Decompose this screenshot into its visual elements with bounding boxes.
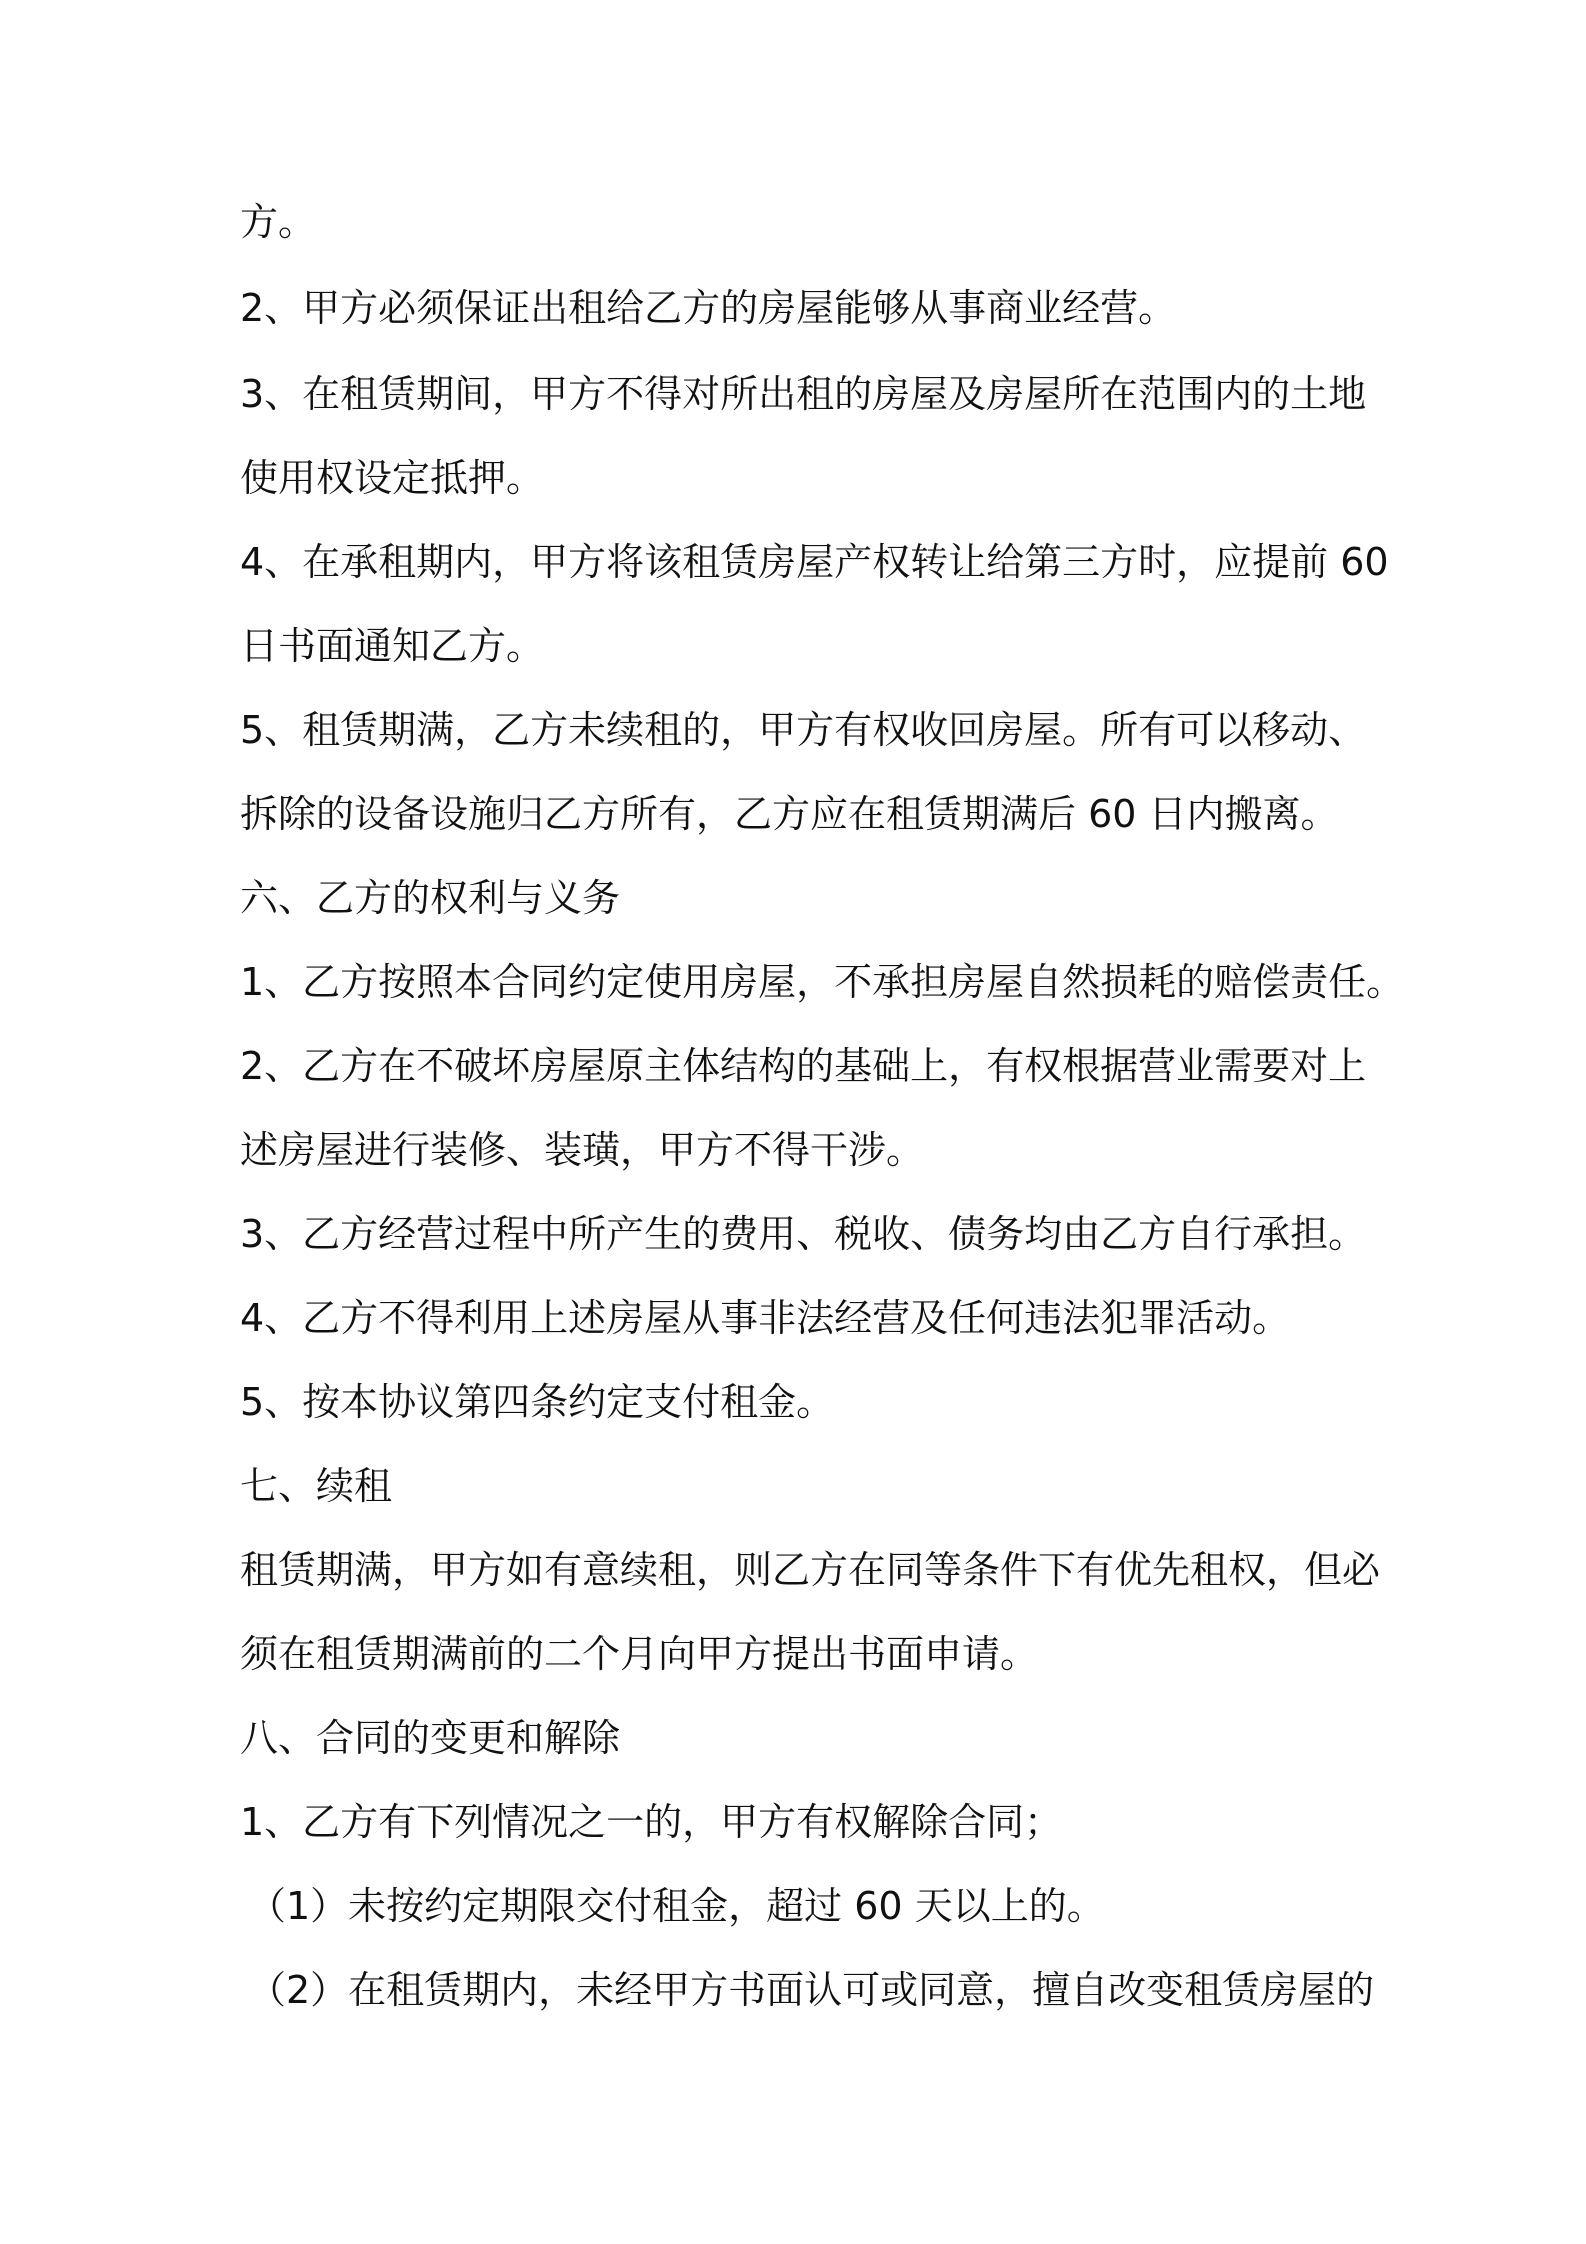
text-line: 5、租赁期满，乙方未续租的，甲方有权收回房屋。所有可以移动、 bbox=[240, 708, 1367, 752]
text-line: （1）未按约定期限交付租金，超过 60 天以上的。 bbox=[248, 1884, 1105, 1928]
text-line: 租赁期满，甲方如有意续租，则乙方在同等条件下有优先租权，但必 bbox=[240, 1548, 1381, 1592]
text-line: （2）在租赁期内，未经甲方书面认可或同意，擅自改变租赁房屋的 bbox=[248, 1968, 1375, 2012]
text-line: 2、甲方必须保证出租给乙方的房屋能够从事商业经营。 bbox=[240, 286, 1177, 330]
text-line: 述房屋进行装修、装璜，甲方不得干涉。 bbox=[240, 1128, 925, 1172]
section-heading: 八、合同的变更和解除 bbox=[240, 1716, 621, 1760]
text-line: 1、乙方有下列情况之一的，甲方有权解除合同； bbox=[240, 1800, 1063, 1844]
text-line: 3、乙方经营过程中所产生的费用、税收、债务均由乙方自行承担。 bbox=[240, 1212, 1367, 1256]
text-line: 4、在承租期内，甲方将该租赁房屋产权转让给第三方时，应提前 60 bbox=[240, 540, 1389, 584]
text-line: 日书面通知乙方。 bbox=[240, 624, 545, 668]
text-line: 4、乙方不得利用上述房屋从事非法经营及任何违法犯罪活动。 bbox=[240, 1296, 1291, 1340]
text-line: 1、乙方按照本合同约定使用房屋，不承担房屋自然损耗的赔偿责任。 bbox=[240, 960, 1405, 1004]
section-heading: 六、乙方的权利与义务 bbox=[240, 876, 621, 920]
text-line: 2、乙方在不破坏房屋原主体结构的基础上，有权根据营业需要对上 bbox=[240, 1044, 1367, 1088]
section-heading: 七、续租 bbox=[240, 1464, 393, 1508]
text-line: 须在租赁期满前的二个月向甲方提出书面申请。 bbox=[240, 1632, 1039, 1676]
text-line: 方。 bbox=[240, 200, 317, 244]
text-line: 拆除的设备设施归乙方所有，乙方应在租赁期满后 60 日内搬离。 bbox=[240, 792, 1339, 836]
text-line: 3、在租赁期间，甲方不得对所出租的房屋及房屋所在范围内的土地 bbox=[240, 372, 1367, 416]
text-line: 使用权设定抵押。 bbox=[240, 456, 545, 500]
text-line: 5、按本协议第四条约定支付租金。 bbox=[240, 1380, 835, 1424]
